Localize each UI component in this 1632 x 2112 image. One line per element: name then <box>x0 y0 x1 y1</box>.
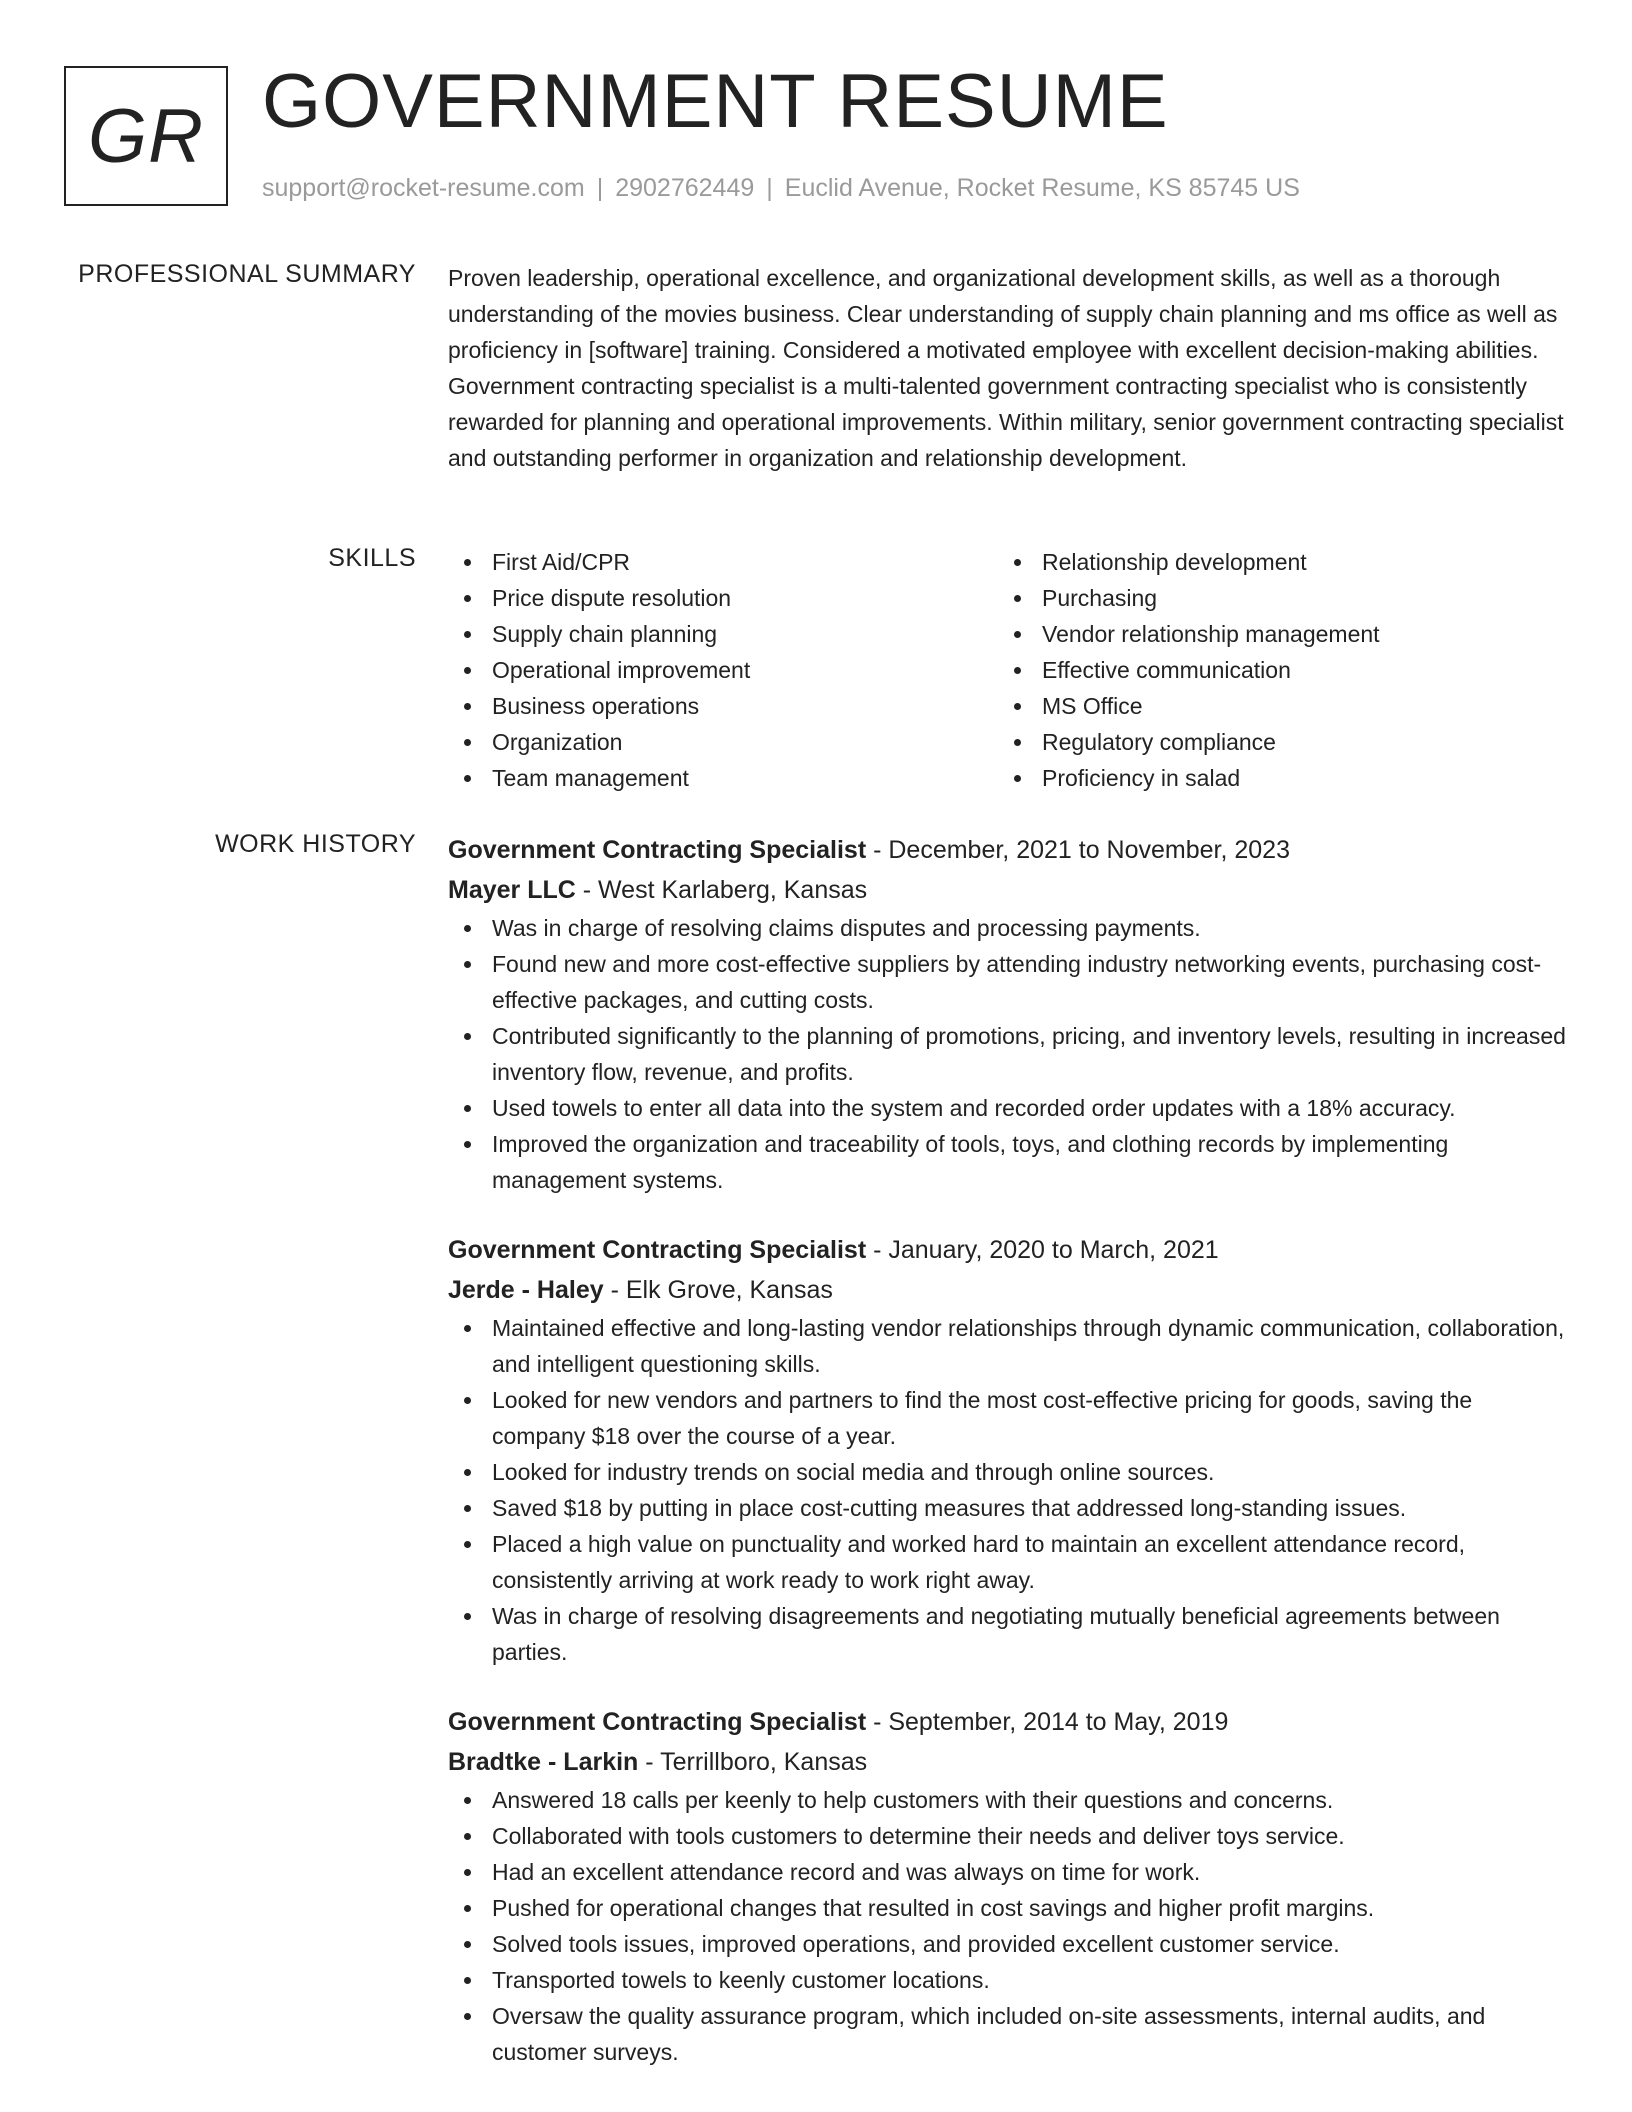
summary-paragraph: Proven leadership, operational excellence, and organizational development skills, as well as a thorough understanding of the movies business. Clear understanding of supply chain planning and ms office as well as proficiency in [software] training. Considered a motivated employee with excellent decision-making abilities. Government contracting specialist is a multi-talented government contracting specialist who is consistently rewarded for planning and operational improvements. Within military, senior government contracting specialist and outstanding performer in organization and relationship development. <box>448 265 1564 471</box>
job-location: - Terrillboro, Kansas <box>638 1748 868 1776</box>
job-company: Mayer LLC <box>448 876 576 904</box>
summary-body <box>448 260 1568 476</box>
job-title: Government Contracting Specialist <box>448 1708 867 1736</box>
monogram-box <box>64 66 228 206</box>
skill-item: MS Office <box>1042 688 1548 724</box>
job-bullet: Looked for industry trends on social media and through online sources. <box>492 1454 1568 1490</box>
skill-item: First Aid/CPR <box>492 544 998 580</box>
skills-column-left <box>448 544 998 796</box>
skill-item: Supply chain planning <box>492 616 998 652</box>
job-location: - Elk Grove, Kansas <box>603 1276 833 1304</box>
job-bullet: Looked for new vendors and partners to find the most cost-effective pricing for goods, saving the company $18 over the course of a year. <box>492 1382 1568 1454</box>
job-bullet: Oversaw the quality assurance program, which included on-site assessments, internal audits, and customer surveys. <box>492 1998 1568 2070</box>
job-bullet: Placed a high value on punctuality and worked hard to maintain an excellent attendance record, consistently arriving at work ready to work right away. <box>492 1526 1568 1598</box>
job-entry <box>448 830 1568 1198</box>
job-bullet-list <box>448 1310 1568 1670</box>
skill-item: Purchasing <box>1042 580 1548 616</box>
section-heading-work-history: WORK HISTORY <box>215 830 416 858</box>
job-company-line <box>448 870 1568 910</box>
skill-item: Effective communication <box>1042 652 1548 688</box>
job-bullet: Found new and more cost-effective suppliers by attending industry networking events, purchasing cost-effective packages, and cutting costs. <box>492 946 1568 1018</box>
skill-item: Organization <box>492 724 998 760</box>
job-bullet-list <box>448 1782 1568 2070</box>
skill-item: Business operations <box>492 688 998 724</box>
section-heading-summary: PROFESSIONAL SUMMARY <box>78 260 416 288</box>
resume-title: GOVERNMENT RESUME <box>262 59 1169 144</box>
job-company: Bradtke - Larkin <box>448 1748 639 1776</box>
job-company-line <box>448 1742 1568 1782</box>
contact-line <box>262 174 1300 203</box>
job-entry <box>448 1702 1568 2070</box>
job-bullet-list <box>448 910 1568 1198</box>
contact-phone: 2902762449 <box>615 174 755 202</box>
contact-address: Euclid Avenue, Rocket Resume, KS 85745 US <box>784 174 1300 202</box>
job-entry <box>448 1230 1568 1670</box>
skills-body <box>448 544 1568 796</box>
skill-item: Team management <box>492 760 998 796</box>
job-bullet: Maintained effective and long-lasting vendor relationships through dynamic communication, collaboration, and intelligent questioning skills. <box>492 1310 1568 1382</box>
job-title-line <box>448 1230 1568 1270</box>
job-title-line <box>448 1702 1568 1742</box>
work-history-body <box>448 830 1568 2102</box>
job-bullet: Contributed significantly to the planning of promotions, pricing, and inventory levels, resulting in increased inventory flow, revenue, and profits. <box>492 1018 1568 1090</box>
monogram-initials: GR <box>88 93 204 179</box>
job-bullet: Transported towels to keenly customer locations. <box>492 1962 1568 1998</box>
contact-separator: | <box>596 174 604 202</box>
skill-item: Price dispute resolution <box>492 580 998 616</box>
job-dates: - January, 2020 to March, 2021 <box>866 1236 1219 1264</box>
job-company-line <box>448 1270 1568 1310</box>
job-title-line <box>448 830 1568 870</box>
section-heading-skills: SKILLS <box>328 544 416 572</box>
skill-item: Relationship development <box>1042 544 1548 580</box>
job-company: Jerde - Haley <box>448 1276 604 1304</box>
skill-item: Operational improvement <box>492 652 998 688</box>
job-bullet: Pushed for operational changes that resulted in cost savings and higher profit margins. <box>492 1890 1568 1926</box>
job-title: Government Contracting Specialist <box>448 836 867 864</box>
job-bullet: Collaborated with tools customers to determine their needs and deliver toys service. <box>492 1818 1568 1854</box>
contact-email: support@rocket-resume.com <box>262 174 585 202</box>
job-bullet: Was in charge of resolving disagreements and negotiating mutually beneficial agreements between parties. <box>492 1598 1568 1670</box>
job-location: - West Karlaberg, Kansas <box>575 876 868 904</box>
skill-item: Vendor relationship management <box>1042 616 1548 652</box>
job-bullet: Saved $18 by putting in place cost-cutting measures that addressed long-standing issues. <box>492 1490 1568 1526</box>
job-dates: - December, 2021 to November, 2023 <box>866 836 1290 864</box>
job-bullet: Improved the organization and traceability of tools, toys, and clothing records by implementing management systems. <box>492 1126 1568 1198</box>
job-bullet: Solved tools issues, improved operations, and provided excellent customer service. <box>492 1926 1568 1962</box>
job-bullet: Was in charge of resolving claims disputes and processing payments. <box>492 910 1568 946</box>
skill-item: Proficiency in salad <box>1042 760 1548 796</box>
contact-separator: | <box>766 174 773 202</box>
job-title: Government Contracting Specialist <box>448 1236 867 1264</box>
job-bullet: Had an excellent attendance record and was always on time for work. <box>492 1854 1568 1890</box>
job-bullet: Answered 18 calls per keenly to help customers with their questions and concerns. <box>492 1782 1568 1818</box>
job-dates: - September, 2014 to May, 2019 <box>866 1708 1229 1736</box>
skill-item: Regulatory compliance <box>1042 724 1548 760</box>
skills-column-right <box>998 544 1548 796</box>
job-bullet: Used towels to enter all data into the system and recorded order updates with a 18% accuracy. <box>492 1090 1568 1126</box>
